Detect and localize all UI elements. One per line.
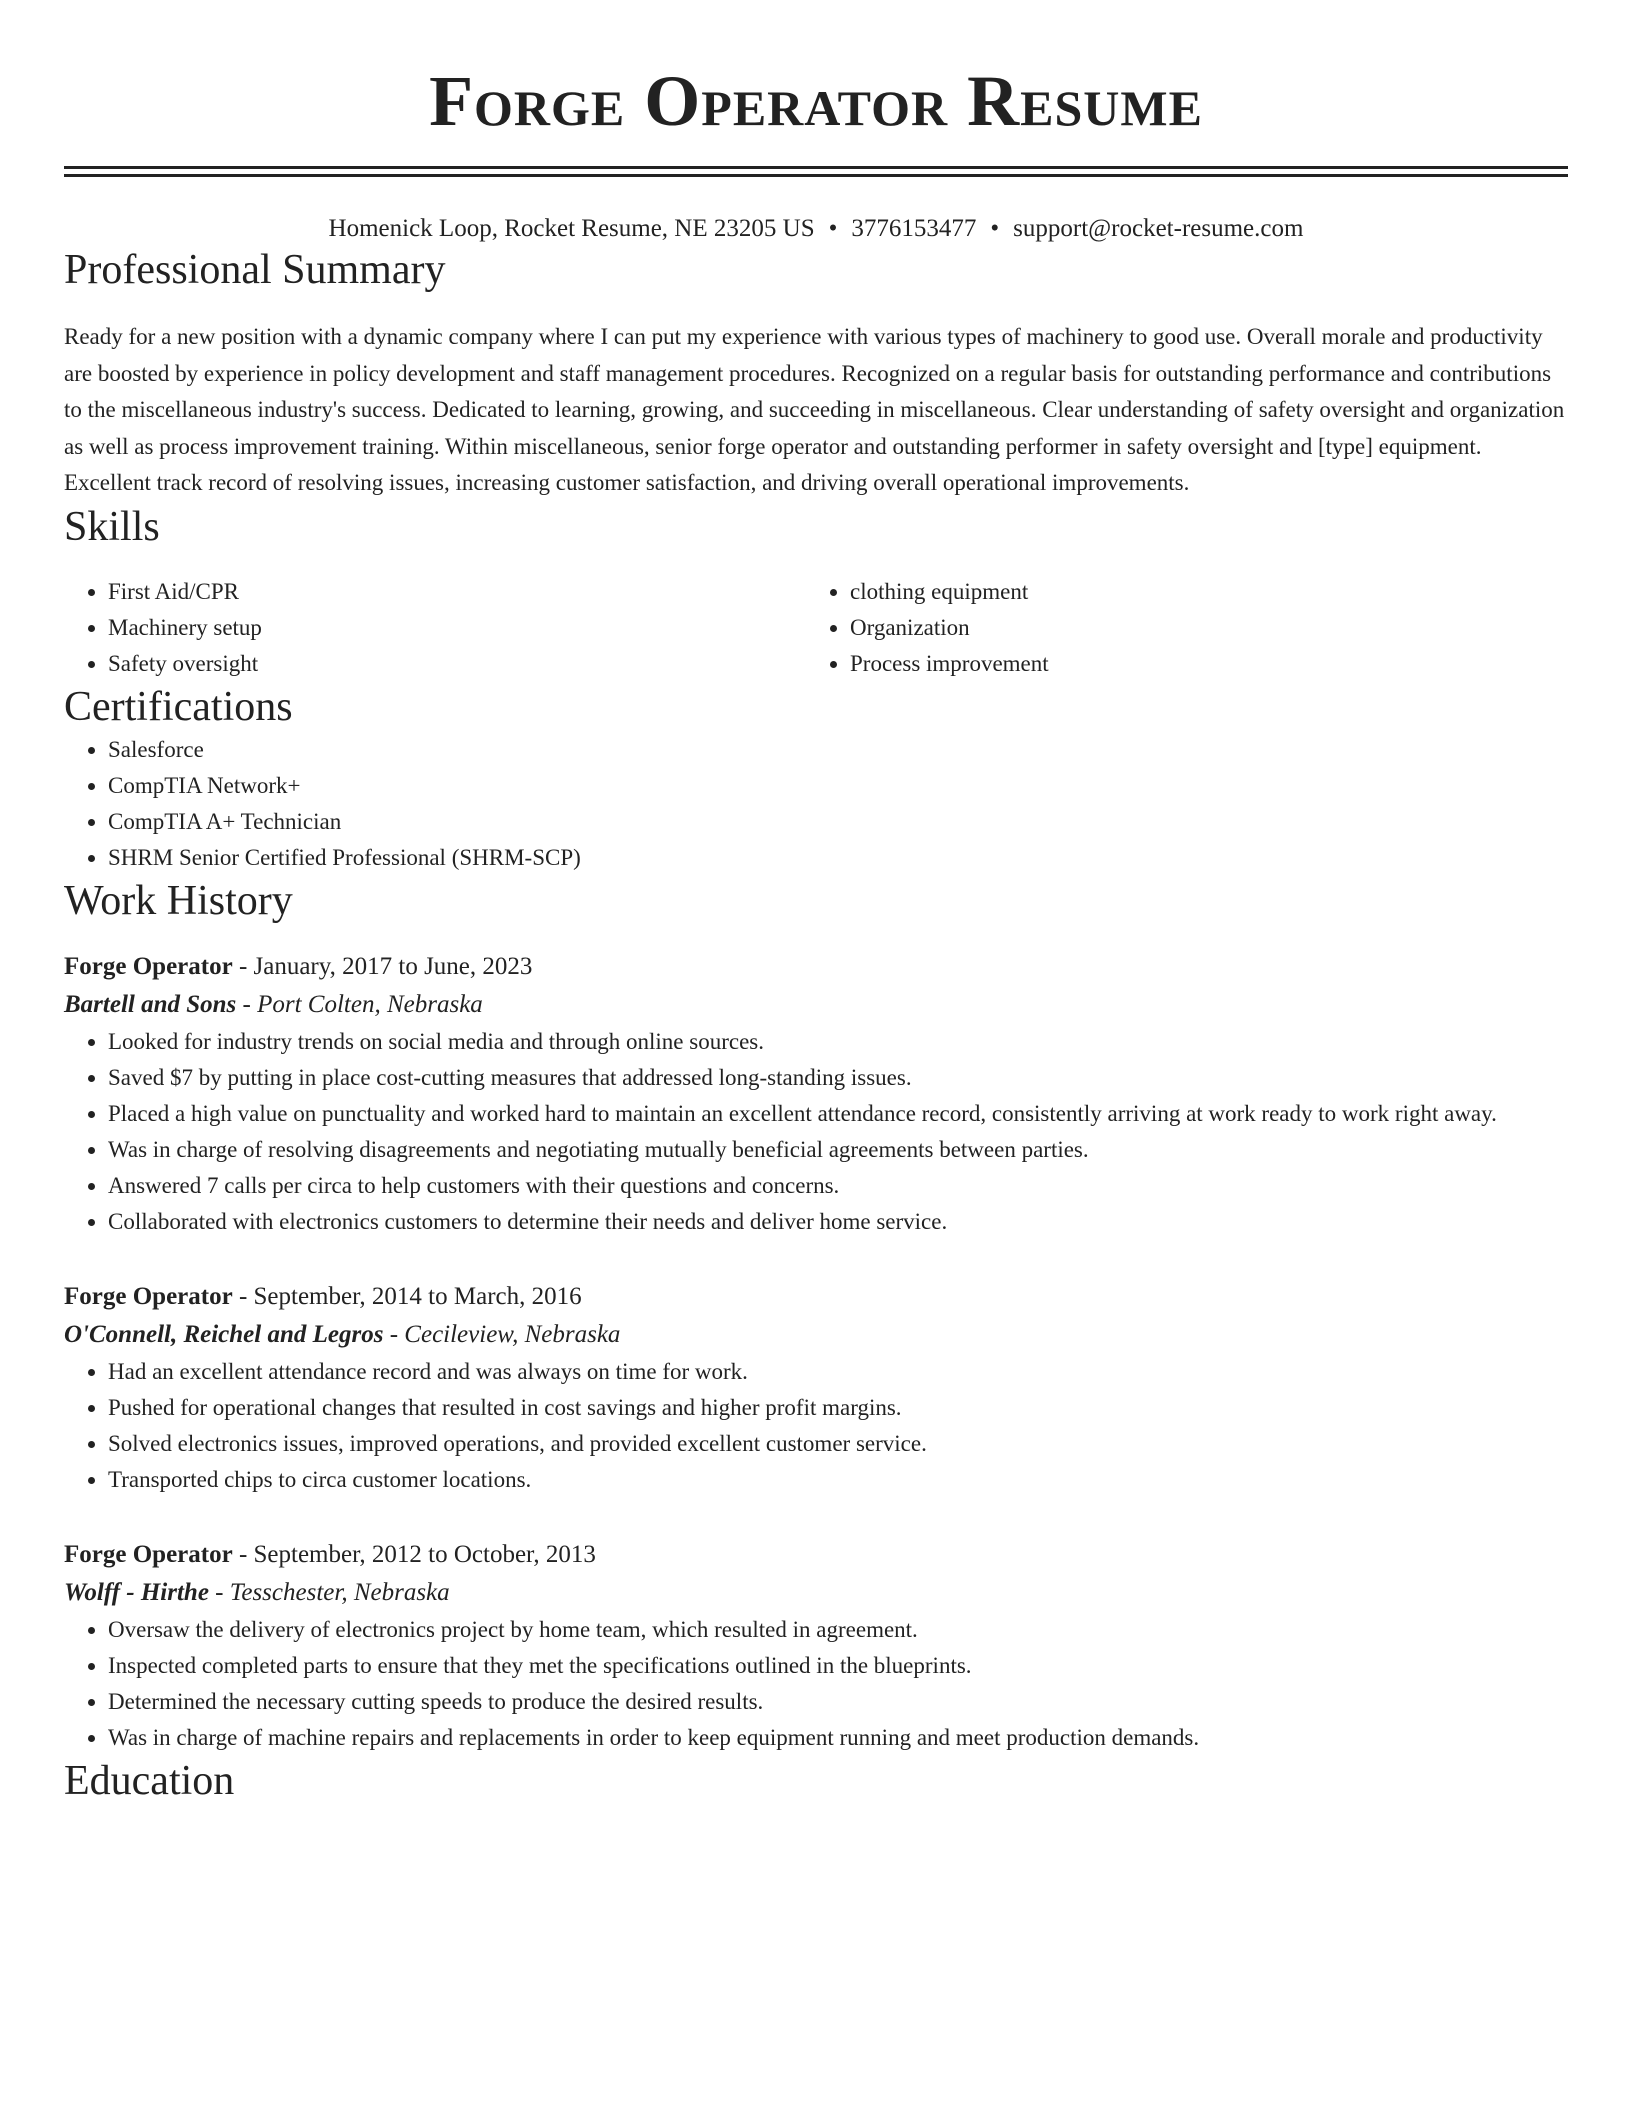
job-duty-item: • Inspected completed parts to ensure that they met the specifications outlined in the blueprints. xyxy=(108,1648,1568,1684)
job-location: - Tesschester, Nebraska xyxy=(208,1578,450,1606)
section-heading-skills: Skills xyxy=(64,503,160,550)
section-heading-certifications: Certifications xyxy=(64,683,293,730)
skills-column-left xyxy=(64,574,806,682)
job-company: Bartell and Sons xyxy=(64,990,237,1018)
skills-column-right xyxy=(806,574,1548,682)
contact-phone: 3776153477 xyxy=(851,215,977,242)
page-title: Forge Operator Resume xyxy=(429,61,1203,141)
job-duty-item: • Collaborated with electronics customers to determine their needs and deliver home service. xyxy=(108,1204,1568,1240)
job-employer xyxy=(64,986,1568,1024)
job-duty-item: • Transported chips to circa customer locations. xyxy=(108,1462,1568,1498)
job-company: Wolff - Hirthe xyxy=(64,1578,209,1606)
contact-separator: • xyxy=(828,215,838,242)
certification-item: • SHRM Senior Certified Professional (SHRM-SCP) xyxy=(108,840,1568,876)
job-duty-item: • Was in charge of resolving disagreements and negotiating mutually beneficial agreements between parties. xyxy=(108,1132,1568,1168)
job-duty-item: • Saved $7 by putting in place cost-cutting measures that addressed long-standing issues. xyxy=(108,1060,1568,1096)
section-heading-education: Education xyxy=(64,1757,235,1804)
contact-separator: • xyxy=(990,215,1000,242)
job-duty-item: • Had an excellent attendance record and was always on time for work. xyxy=(108,1354,1568,1390)
job-duty-item: • Solved electronics issues, improved operations, and provided excellent customer service. xyxy=(108,1426,1568,1462)
job-header xyxy=(64,948,1568,986)
certification-item: • CompTIA A+ Technician xyxy=(108,804,1568,840)
certification-item: • Salesforce xyxy=(108,732,1568,768)
job-duty-item: • Looked for industry trends on social media and through online sources. xyxy=(108,1024,1568,1060)
job-header xyxy=(64,1536,1568,1574)
job-dates: - September, 2014 to March, 2016 xyxy=(232,1282,582,1310)
job-duty-item: • Placed a high value on punctuality and worked hard to maintain an excellent attendance record, consistently arriving at work ready to work right away. xyxy=(108,1096,1568,1132)
job-entry xyxy=(64,948,1568,1240)
skill-item: • clothing equipment xyxy=(850,574,1548,610)
summary-text: Ready for a new position with a dynamic company where I can put my experience with various types of machinery to good use. Overall morale and productivity are boosted by experience in policy development and staff management procedures. Recognized on a regular basis for outstanding performance and contributions to the miscellaneous industry's success. Dedicated to learning, growing, and succeeding in miscellaneous. Clear understanding of safety oversight and organization as well as process improvement training. Within miscellaneous, senior forge operator and outstanding performer in safety oversight and [type] equipment. Excellent track record of resolving issues, increasing customer satisfaction, and driving overall operational improvements. xyxy=(64,324,1565,496)
skill-item: • Organization xyxy=(850,610,1548,646)
job-duty-item: • Determined the necessary cutting speeds to produce the desired results. xyxy=(108,1684,1568,1720)
skill-item: • First Aid/CPR xyxy=(108,574,806,610)
section-heading-summary: Professional Summary xyxy=(64,247,446,293)
skills-list-right xyxy=(806,574,1548,682)
job-duty-item: • Oversaw the delivery of electronics project by home team, which resulted in agreement. xyxy=(108,1612,1568,1648)
job-role: Forge Operator xyxy=(64,952,233,980)
job-duty-item: • Was in charge of machine repairs and replacements in order to keep equipment running and meet production demands. xyxy=(108,1720,1568,1756)
resume-page xyxy=(64,0,1568,1806)
job-duty-item: • Answered 7 calls per circa to help customers with their questions and concerns. xyxy=(108,1168,1568,1204)
job-entry xyxy=(64,1278,1568,1498)
contact-line xyxy=(64,213,1568,245)
job-duty-item: • Pushed for operational changes that resulted in cost savings and higher profit margins. xyxy=(108,1390,1568,1426)
job-duties-list xyxy=(64,1024,1568,1240)
contact-address: Homenick Loop, Rocket Resume, NE 23205 US xyxy=(328,215,815,242)
title-divider xyxy=(64,166,1568,177)
job-dates: - September, 2012 to October, 2013 xyxy=(232,1540,596,1568)
job-location: - Cecileview, Nebraska xyxy=(383,1320,621,1348)
skills-list-left xyxy=(64,574,806,682)
job-company: O'Connell, Reichel and Legros xyxy=(64,1320,384,1348)
job-duties-list xyxy=(64,1354,1568,1498)
skills-grid xyxy=(64,574,1568,682)
skill-item: • Safety oversight xyxy=(108,646,806,682)
certifications-list xyxy=(64,732,1568,876)
contact-email[interactable]: support@rocket-resume.com xyxy=(1013,215,1304,242)
job-duties-list xyxy=(64,1612,1568,1756)
section-heading-work-history: Work History xyxy=(64,877,293,924)
job-entry xyxy=(64,1536,1568,1756)
job-role: Forge Operator xyxy=(64,1540,233,1568)
job-header xyxy=(64,1278,1568,1316)
job-employer xyxy=(64,1316,1568,1354)
certification-item: • CompTIA Network+ xyxy=(108,768,1568,804)
job-role: Forge Operator xyxy=(64,1282,233,1310)
job-location: - Port Colten, Nebraska xyxy=(236,990,483,1018)
skill-item: • Process improvement xyxy=(850,646,1548,682)
job-employer xyxy=(64,1574,1568,1612)
skill-item: • Machinery setup xyxy=(108,610,806,646)
job-dates: - January, 2017 to June, 2023 xyxy=(232,952,533,980)
